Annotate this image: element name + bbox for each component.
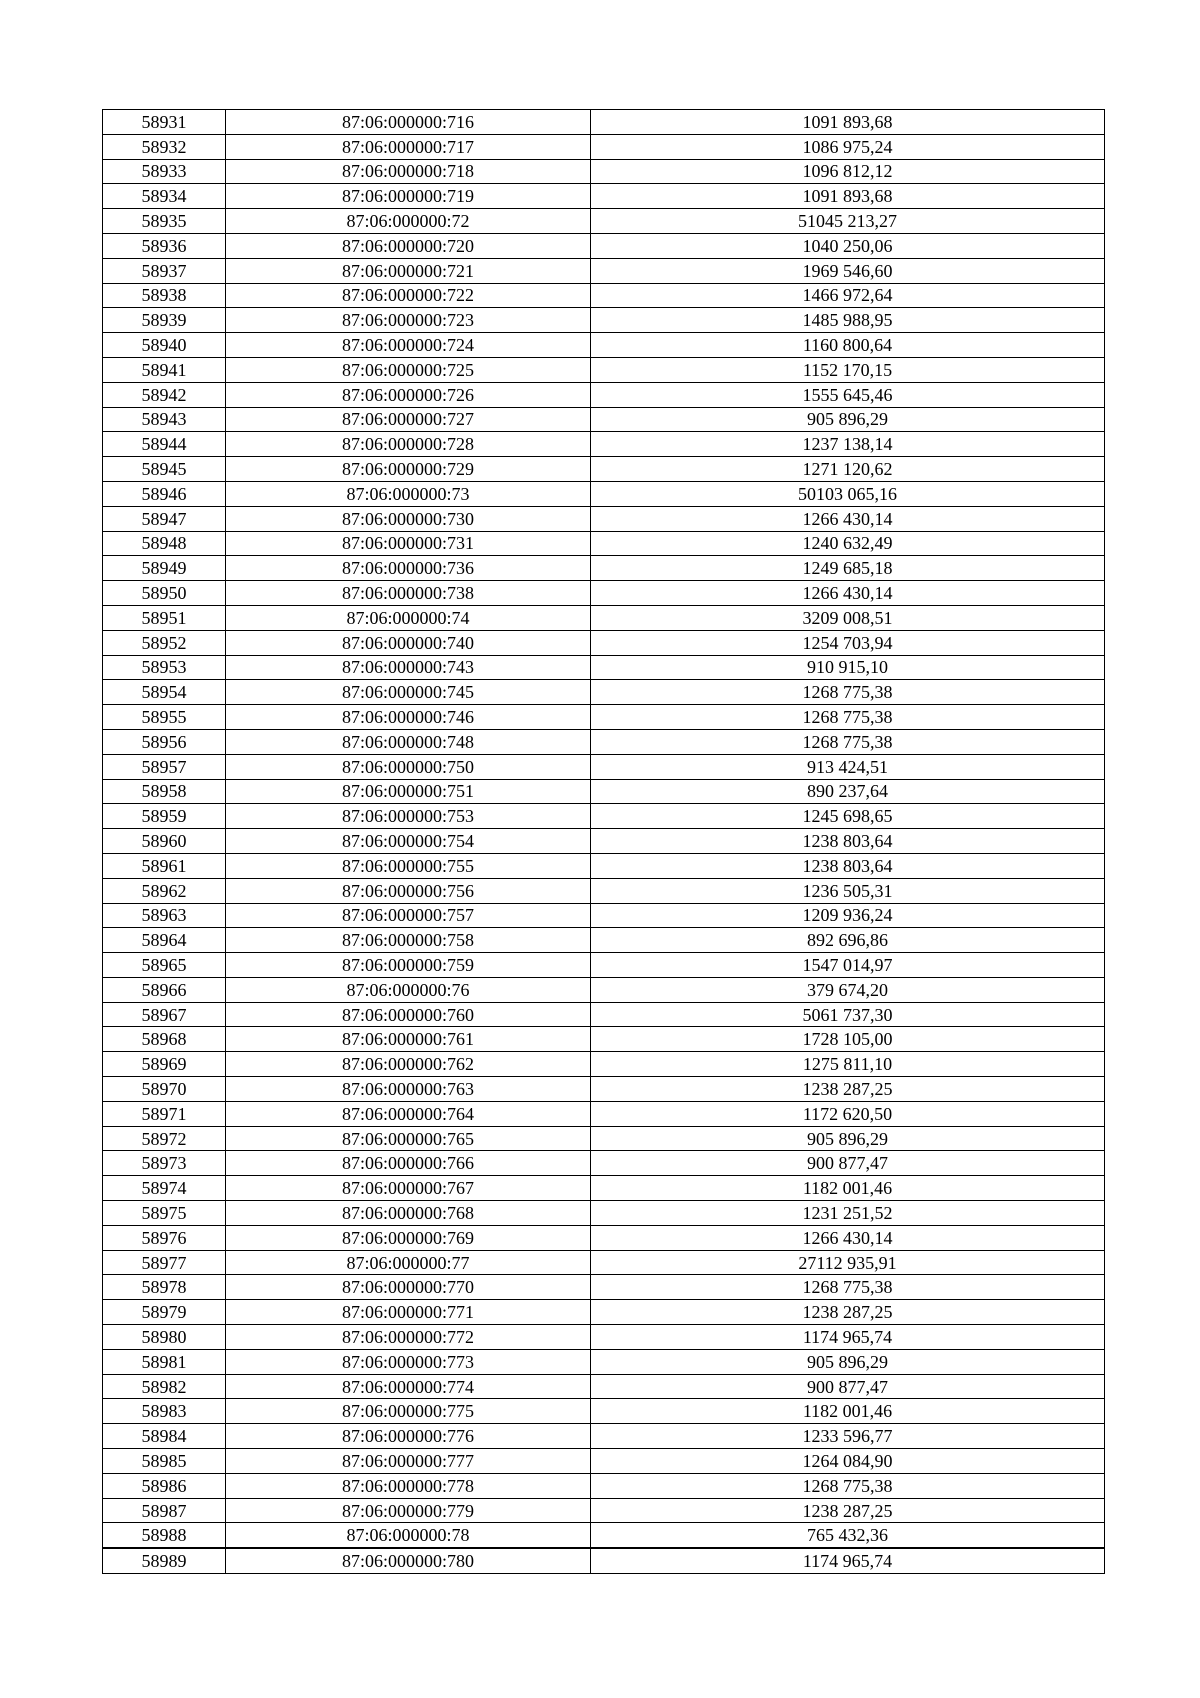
cadastral-number-cell: 87:06:000000:780 bbox=[226, 1548, 591, 1573]
cadastral-number-cell: 87:06:000000:772 bbox=[226, 1325, 591, 1350]
row-number-cell: 58965 bbox=[103, 953, 226, 978]
table-row bbox=[103, 729, 1105, 754]
cadastral-number-cell: 87:06:000000:722 bbox=[226, 283, 591, 308]
row-number-cell: 58941 bbox=[103, 357, 226, 382]
table-row bbox=[103, 581, 1105, 606]
row-number-cell: 58983 bbox=[103, 1399, 226, 1424]
table-row bbox=[103, 878, 1105, 903]
cadastral-value-cell: 3209 008,51 bbox=[591, 605, 1105, 630]
row-number-cell: 58958 bbox=[103, 779, 226, 804]
cadastral-number-cell: 87:06:000000:765 bbox=[226, 1126, 591, 1151]
table-row bbox=[103, 1101, 1105, 1126]
table-row bbox=[103, 655, 1105, 680]
cadastral-number-cell: 87:06:000000:730 bbox=[226, 506, 591, 531]
row-number-cell: 58954 bbox=[103, 680, 226, 705]
row-number-cell: 58938 bbox=[103, 283, 226, 308]
row-number-cell: 58974 bbox=[103, 1176, 226, 1201]
row-number-cell: 58931 bbox=[103, 110, 226, 135]
cadastral-value-cell: 1264 084,90 bbox=[591, 1449, 1105, 1474]
cadastral-value-cell: 1547 014,97 bbox=[591, 953, 1105, 978]
cadastral-number-cell: 87:06:000000:743 bbox=[226, 655, 591, 680]
cadastral-value-cell: 1182 001,46 bbox=[591, 1176, 1105, 1201]
cadastral-value-cell: 5061 737,30 bbox=[591, 1002, 1105, 1027]
row-number-cell: 58987 bbox=[103, 1498, 226, 1523]
cadastral-number-cell: 87:06:000000:76 bbox=[226, 977, 591, 1002]
table-row bbox=[103, 1523, 1105, 1548]
cadastral-number-cell: 87:06:000000:740 bbox=[226, 630, 591, 655]
row-number-cell: 58964 bbox=[103, 928, 226, 953]
table-row bbox=[103, 1250, 1105, 1275]
cadastral-value-cell: 1254 703,94 bbox=[591, 630, 1105, 655]
cadastral-value-cell: 1266 430,14 bbox=[591, 1225, 1105, 1250]
table-row bbox=[103, 903, 1105, 928]
cadastral-number-cell: 87:06:000000:768 bbox=[226, 1201, 591, 1226]
table-row bbox=[103, 1201, 1105, 1226]
row-number-cell: 58986 bbox=[103, 1473, 226, 1498]
cadastral-value-cell: 1231 251,52 bbox=[591, 1201, 1105, 1226]
table-row bbox=[103, 506, 1105, 531]
cadastral-value-cell: 1174 965,74 bbox=[591, 1325, 1105, 1350]
row-number-cell: 58967 bbox=[103, 1002, 226, 1027]
cadastral-number-cell: 87:06:000000:728 bbox=[226, 432, 591, 457]
cadastral-value-cell: 51045 213,27 bbox=[591, 209, 1105, 234]
row-number-cell: 58968 bbox=[103, 1027, 226, 1052]
cadastral-number-cell: 87:06:000000:717 bbox=[226, 134, 591, 159]
cadastral-number-cell: 87:06:000000:764 bbox=[226, 1101, 591, 1126]
row-number-cell: 58960 bbox=[103, 829, 226, 854]
cadastral-value-cell: 1238 287,25 bbox=[591, 1300, 1105, 1325]
table-row bbox=[103, 1225, 1105, 1250]
cadastral-value-cell: 1209 936,24 bbox=[591, 903, 1105, 928]
cadastral-value-cell: 1268 775,38 bbox=[591, 705, 1105, 730]
cadastral-number-cell: 87:06:000000:73 bbox=[226, 481, 591, 506]
cadastral-value-cell: 1268 775,38 bbox=[591, 1275, 1105, 1300]
cadastral-value-cell: 1268 775,38 bbox=[591, 729, 1105, 754]
cadastral-value-cell: 1152 170,15 bbox=[591, 357, 1105, 382]
table-row bbox=[103, 1548, 1105, 1573]
table-row bbox=[103, 457, 1105, 482]
row-number-cell: 58940 bbox=[103, 333, 226, 358]
table-row bbox=[103, 1077, 1105, 1102]
cadastral-value-cell: 913 424,51 bbox=[591, 754, 1105, 779]
table-row bbox=[103, 1300, 1105, 1325]
table-row bbox=[103, 754, 1105, 779]
row-number-cell: 58978 bbox=[103, 1275, 226, 1300]
row-number-cell: 58943 bbox=[103, 407, 226, 432]
cadastral-number-cell: 87:06:000000:751 bbox=[226, 779, 591, 804]
row-number-cell: 58948 bbox=[103, 531, 226, 556]
table-row bbox=[103, 531, 1105, 556]
row-number-cell: 58975 bbox=[103, 1201, 226, 1226]
table-row bbox=[103, 382, 1105, 407]
row-number-cell: 58969 bbox=[103, 1052, 226, 1077]
row-number-cell: 58935 bbox=[103, 209, 226, 234]
cadastral-value-cell: 1174 965,74 bbox=[591, 1548, 1105, 1573]
table-row bbox=[103, 1449, 1105, 1474]
cadastral-value-cell: 1236 505,31 bbox=[591, 878, 1105, 903]
table-row bbox=[103, 556, 1105, 581]
row-number-cell: 58979 bbox=[103, 1300, 226, 1325]
row-number-cell: 58980 bbox=[103, 1325, 226, 1350]
table-row bbox=[103, 134, 1105, 159]
cadastral-value-cell: 1555 645,46 bbox=[591, 382, 1105, 407]
row-number-cell: 58947 bbox=[103, 506, 226, 531]
cadastral-value-cell: 1969 546,60 bbox=[591, 258, 1105, 283]
cadastral-number-cell: 87:06:000000:771 bbox=[226, 1300, 591, 1325]
row-number-cell: 58934 bbox=[103, 184, 226, 209]
row-number-cell: 58982 bbox=[103, 1374, 226, 1399]
cadastral-number-cell: 87:06:000000:774 bbox=[226, 1374, 591, 1399]
row-number-cell: 58961 bbox=[103, 853, 226, 878]
row-number-cell: 58966 bbox=[103, 977, 226, 1002]
row-number-cell: 58957 bbox=[103, 754, 226, 779]
table-row bbox=[103, 1002, 1105, 1027]
table-body bbox=[103, 110, 1105, 1574]
row-number-cell: 58981 bbox=[103, 1349, 226, 1374]
table-row bbox=[103, 1151, 1105, 1176]
cadastral-number-cell: 87:06:000000:719 bbox=[226, 184, 591, 209]
cadastral-number-cell: 87:06:000000:769 bbox=[226, 1225, 591, 1250]
cadastral-value-cell: 1160 800,64 bbox=[591, 333, 1105, 358]
cadastral-number-cell: 87:06:000000:745 bbox=[226, 680, 591, 705]
cadastral-number-cell: 87:06:000000:762 bbox=[226, 1052, 591, 1077]
cadastral-value-cell: 1040 250,06 bbox=[591, 233, 1105, 258]
table-row bbox=[103, 481, 1105, 506]
cadastral-number-cell: 87:06:000000:760 bbox=[226, 1002, 591, 1027]
cadastral-number-cell: 87:06:000000:721 bbox=[226, 258, 591, 283]
cadastral-value-cell: 1238 287,25 bbox=[591, 1077, 1105, 1102]
cadastral-number-cell: 87:06:000000:753 bbox=[226, 804, 591, 829]
table-row bbox=[103, 1424, 1105, 1449]
row-number-cell: 58989 bbox=[103, 1548, 226, 1573]
cadastral-value-cell: 1238 287,25 bbox=[591, 1498, 1105, 1523]
table-row bbox=[103, 209, 1105, 234]
cadastral-value-cell: 1466 972,64 bbox=[591, 283, 1105, 308]
row-number-cell: 58970 bbox=[103, 1077, 226, 1102]
row-number-cell: 58973 bbox=[103, 1151, 226, 1176]
table-row bbox=[103, 1027, 1105, 1052]
cadastral-number-cell: 87:06:000000:724 bbox=[226, 333, 591, 358]
cadastral-number-cell: 87:06:000000:770 bbox=[226, 1275, 591, 1300]
row-number-cell: 58953 bbox=[103, 655, 226, 680]
cadastral-number-cell: 87:06:000000:723 bbox=[226, 308, 591, 333]
cadastral-number-cell: 87:06:000000:738 bbox=[226, 581, 591, 606]
table-row bbox=[103, 1325, 1105, 1350]
table-row bbox=[103, 184, 1105, 209]
row-number-cell: 58936 bbox=[103, 233, 226, 258]
cadastral-value-cell: 379 674,20 bbox=[591, 977, 1105, 1002]
cadastral-number-cell: 87:06:000000:720 bbox=[226, 233, 591, 258]
cadastral-value-cell: 1268 775,38 bbox=[591, 680, 1105, 705]
cadastral-value-cell: 27112 935,91 bbox=[591, 1250, 1105, 1275]
row-number-cell: 58985 bbox=[103, 1449, 226, 1474]
cadastral-value-cell: 910 915,10 bbox=[591, 655, 1105, 680]
cadastral-value-cell: 1485 988,95 bbox=[591, 308, 1105, 333]
cadastral-number-cell: 87:06:000000:773 bbox=[226, 1349, 591, 1374]
cadastral-value-cell: 1245 698,65 bbox=[591, 804, 1105, 829]
cadastral-number-cell: 87:06:000000:731 bbox=[226, 531, 591, 556]
cadastral-number-cell: 87:06:000000:736 bbox=[226, 556, 591, 581]
row-number-cell: 58945 bbox=[103, 457, 226, 482]
row-number-cell: 58937 bbox=[103, 258, 226, 283]
cadastral-number-cell: 87:06:000000:763 bbox=[226, 1077, 591, 1102]
table-row bbox=[103, 308, 1105, 333]
table-row bbox=[103, 804, 1105, 829]
row-number-cell: 58952 bbox=[103, 630, 226, 655]
table-row bbox=[103, 1399, 1105, 1424]
cadastral-value-cell: 1238 803,64 bbox=[591, 829, 1105, 854]
cadastral-number-cell: 87:06:000000:761 bbox=[226, 1027, 591, 1052]
cadastral-number-cell: 87:06:000000:757 bbox=[226, 903, 591, 928]
table-row bbox=[103, 1052, 1105, 1077]
table-row bbox=[103, 928, 1105, 953]
cadastral-value-cell: 905 896,29 bbox=[591, 1126, 1105, 1151]
cadastral-number-cell: 87:06:000000:727 bbox=[226, 407, 591, 432]
cadastral-number-cell: 87:06:000000:766 bbox=[226, 1151, 591, 1176]
cadastral-value-cell: 900 877,47 bbox=[591, 1374, 1105, 1399]
cadastral-number-cell: 87:06:000000:748 bbox=[226, 729, 591, 754]
cadastral-value-cell: 1091 893,68 bbox=[591, 110, 1105, 135]
table-row bbox=[103, 680, 1105, 705]
table-row bbox=[103, 605, 1105, 630]
cadastral-value-table bbox=[102, 109, 1105, 1574]
row-number-cell: 58933 bbox=[103, 159, 226, 184]
cadastral-number-cell: 87:06:000000:778 bbox=[226, 1473, 591, 1498]
table-row bbox=[103, 159, 1105, 184]
table-row bbox=[103, 1473, 1105, 1498]
table-row bbox=[103, 1275, 1105, 1300]
row-number-cell: 58971 bbox=[103, 1101, 226, 1126]
table-row bbox=[103, 953, 1105, 978]
table-row bbox=[103, 233, 1105, 258]
cadastral-value-cell: 1233 596,77 bbox=[591, 1424, 1105, 1449]
table-row bbox=[103, 110, 1105, 135]
cadastral-value-cell: 1240 632,49 bbox=[591, 531, 1105, 556]
cadastral-number-cell: 87:06:000000:718 bbox=[226, 159, 591, 184]
cadastral-value-cell: 905 896,29 bbox=[591, 1349, 1105, 1374]
row-number-cell: 58962 bbox=[103, 878, 226, 903]
row-number-cell: 58977 bbox=[103, 1250, 226, 1275]
table-row bbox=[103, 779, 1105, 804]
cadastral-value-cell: 1268 775,38 bbox=[591, 1473, 1105, 1498]
row-number-cell: 58988 bbox=[103, 1523, 226, 1548]
row-number-cell: 58942 bbox=[103, 382, 226, 407]
row-number-cell: 58963 bbox=[103, 903, 226, 928]
cadastral-value-cell: 1182 001,46 bbox=[591, 1399, 1105, 1424]
table-row bbox=[103, 1126, 1105, 1151]
cadastral-number-cell: 87:06:000000:726 bbox=[226, 382, 591, 407]
cadastral-number-cell: 87:06:000000:74 bbox=[226, 605, 591, 630]
cadastral-number-cell: 87:06:000000:746 bbox=[226, 705, 591, 730]
table-row bbox=[103, 258, 1105, 283]
cadastral-number-cell: 87:06:000000:775 bbox=[226, 1399, 591, 1424]
cadastral-value-cell: 1238 803,64 bbox=[591, 853, 1105, 878]
table-row bbox=[103, 407, 1105, 432]
table-row bbox=[103, 829, 1105, 854]
cadastral-number-cell: 87:06:000000:754 bbox=[226, 829, 591, 854]
cadastral-value-cell: 765 432,36 bbox=[591, 1523, 1105, 1548]
cadastral-value-cell: 1728 105,00 bbox=[591, 1027, 1105, 1052]
cadastral-value-cell: 50103 065,16 bbox=[591, 481, 1105, 506]
cadastral-number-cell: 87:06:000000:78 bbox=[226, 1523, 591, 1548]
cadastral-value-cell: 1086 975,24 bbox=[591, 134, 1105, 159]
cadastral-number-cell: 87:06:000000:776 bbox=[226, 1424, 591, 1449]
table-row bbox=[103, 333, 1105, 358]
cadastral-value-cell: 1266 430,14 bbox=[591, 506, 1105, 531]
table-row bbox=[103, 283, 1105, 308]
table-row bbox=[103, 630, 1105, 655]
cadastral-value-cell: 890 237,64 bbox=[591, 779, 1105, 804]
cadastral-value-cell: 1172 620,50 bbox=[591, 1101, 1105, 1126]
cadastral-value-cell: 1237 138,14 bbox=[591, 432, 1105, 457]
cadastral-number-cell: 87:06:000000:72 bbox=[226, 209, 591, 234]
table-row bbox=[103, 853, 1105, 878]
cadastral-number-cell: 87:06:000000:759 bbox=[226, 953, 591, 978]
row-number-cell: 58955 bbox=[103, 705, 226, 730]
row-number-cell: 58972 bbox=[103, 1126, 226, 1151]
cadastral-value-cell: 1249 685,18 bbox=[591, 556, 1105, 581]
row-number-cell: 58984 bbox=[103, 1424, 226, 1449]
table-row bbox=[103, 705, 1105, 730]
table-row bbox=[103, 357, 1105, 382]
cadastral-number-cell: 87:06:000000:779 bbox=[226, 1498, 591, 1523]
cadastral-number-cell: 87:06:000000:756 bbox=[226, 878, 591, 903]
row-number-cell: 58950 bbox=[103, 581, 226, 606]
cadastral-value-cell: 1275 811,10 bbox=[591, 1052, 1105, 1077]
cadastral-value-cell: 1271 120,62 bbox=[591, 457, 1105, 482]
table-row bbox=[103, 1349, 1105, 1374]
cadastral-number-cell: 87:06:000000:758 bbox=[226, 928, 591, 953]
cadastral-value-cell: 1096 812,12 bbox=[591, 159, 1105, 184]
cadastral-number-cell: 87:06:000000:716 bbox=[226, 110, 591, 135]
table-row bbox=[103, 1176, 1105, 1201]
table-row bbox=[103, 1374, 1105, 1399]
cadastral-number-cell: 87:06:000000:750 bbox=[226, 754, 591, 779]
row-number-cell: 58944 bbox=[103, 432, 226, 457]
cadastral-value-cell: 905 896,29 bbox=[591, 407, 1105, 432]
table-row bbox=[103, 977, 1105, 1002]
cadastral-number-cell: 87:06:000000:725 bbox=[226, 357, 591, 382]
cadastral-value-cell: 1091 893,68 bbox=[591, 184, 1105, 209]
cadastral-number-cell: 87:06:000000:729 bbox=[226, 457, 591, 482]
row-number-cell: 58951 bbox=[103, 605, 226, 630]
cadastral-value-cell: 892 696,86 bbox=[591, 928, 1105, 953]
cadastral-number-cell: 87:06:000000:77 bbox=[226, 1250, 591, 1275]
cadastral-value-cell: 900 877,47 bbox=[591, 1151, 1105, 1176]
table-row bbox=[103, 1498, 1105, 1523]
row-number-cell: 58949 bbox=[103, 556, 226, 581]
row-number-cell: 58939 bbox=[103, 308, 226, 333]
cadastral-number-cell: 87:06:000000:777 bbox=[226, 1449, 591, 1474]
row-number-cell: 58932 bbox=[103, 134, 226, 159]
row-number-cell: 58946 bbox=[103, 481, 226, 506]
table-row bbox=[103, 432, 1105, 457]
row-number-cell: 58959 bbox=[103, 804, 226, 829]
cadastral-value-cell: 1266 430,14 bbox=[591, 581, 1105, 606]
row-number-cell: 58976 bbox=[103, 1225, 226, 1250]
cadastral-number-cell: 87:06:000000:767 bbox=[226, 1176, 591, 1201]
cadastral-number-cell: 87:06:000000:755 bbox=[226, 853, 591, 878]
row-number-cell: 58956 bbox=[103, 729, 226, 754]
